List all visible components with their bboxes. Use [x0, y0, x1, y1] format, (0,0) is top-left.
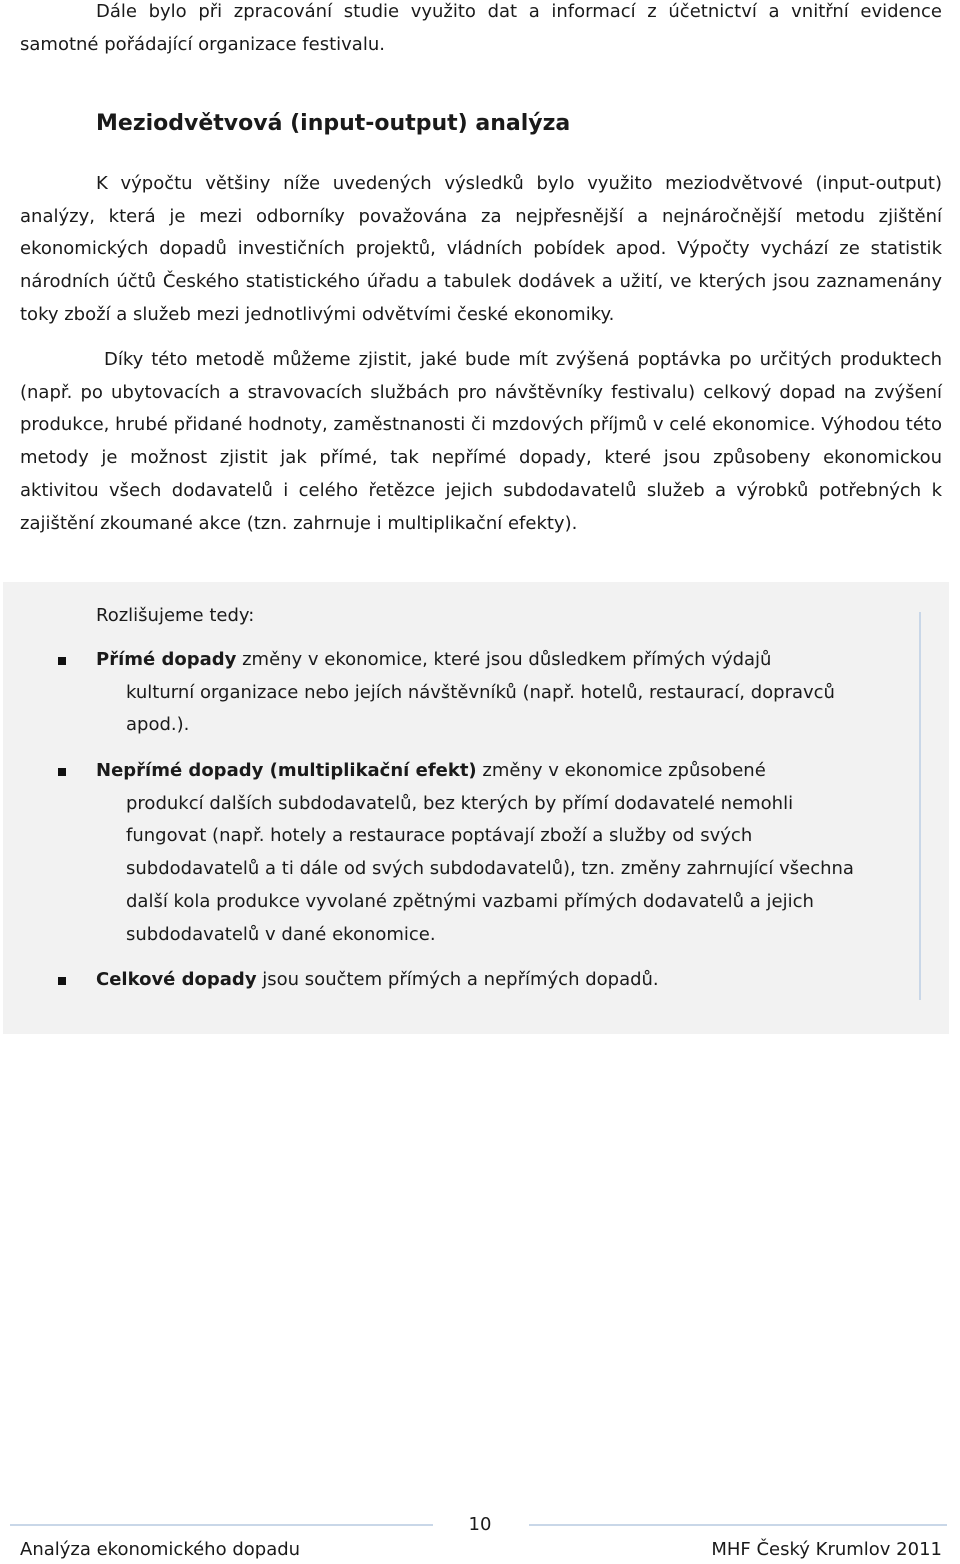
- footer-divider-left: [10, 1524, 433, 1526]
- item-first-line: jsou součtem přímých a nepřímých dopadů.: [256, 969, 659, 990]
- section-heading: Meziodvětvová (input-output) analýza: [96, 111, 571, 136]
- term-direct-impacts: Přímé dopady: [96, 649, 237, 670]
- footer-document-title: Analýza ekonomického dopadu: [20, 1539, 301, 1560]
- list-item-total-impacts: [96, 964, 856, 997]
- definitions-intro: Rozlišujeme tedy:: [96, 605, 255, 626]
- item-first-line: změny v ekonomice, které jsou důsledkem přímých výdajů: [236, 649, 772, 670]
- paragraph-method-benefits: Díky této metodě můžeme zjistit, jaké bude mít zvýšená poptávka po určitých produktech (např. po ubytovacích a stravovacích službách pro návštěvníky festivalu) celkový dopad na zvýšení produkce, hrubé přidané hodnoty, zaměstnanosti či mzdových příjmů v celé ekonomice. Výhodou této metody je možnost zjistit jak přímé, tak nepřímé dopady, které jsou způsobeny ekonomickou aktivitou všech dodavatelů i celého řetězce jejich subdodavatelů služeb a výrobků potřebných k zajištění zkoumané akce (tzn. zahrnuje i multiplikační efekty).: [20, 349, 942, 534]
- item-continuation: kulturní organizace nebo jejích návštěvníků (např. hotelů, restaurací, dopravců apod.).: [126, 681, 835, 736]
- intro-paragraph: Dále bylo při zpracování studie využito dat a informací z účetnictví a vnitřní evidence samotné pořádající organizace festivalu.: [20, 1, 942, 55]
- list-item-direct-impacts: [96, 644, 856, 742]
- box-side-rule: [919, 612, 921, 1000]
- page-number: 10: [468, 1514, 492, 1535]
- bullet-icon: [58, 768, 66, 776]
- term-indirect-impacts: Nepřímé dopady (multiplikační efekt): [96, 760, 477, 781]
- item-first-line: změny v ekonomice způsobené: [476, 760, 766, 781]
- bullet-icon: [58, 977, 66, 985]
- item-continuation: produkcí dalších subdodavatelů, bez kterých by přímí dodavatelé nemohli fungovat (např. hotely a restaurace poptávají zboží a služby od svých subdodavatelů a ti dále od svých subdodavatelů), tzn. změny zahrnující všechna další kola produkce vyvolané zpětnými vazbami přímých dodavatelů a jejich subdodavatelů v dané ekonomice.: [126, 792, 854, 945]
- bullet-icon: [58, 657, 66, 665]
- list-item-indirect-impacts: [96, 755, 856, 951]
- term-total-impacts: Celkové dopady: [96, 969, 257, 990]
- paragraph-io-analysis: K výpočtu většiny níže uvedených výsledků bylo využito meziodvětvové (input-output) analýzy, která je mezi odborníky považována za nejpřesnější a nejnáročnější metodu zjištění ekonomických dopadů investičních projektů, vládních pobídek apod. Výpočty vychází ze statistik národních účtů Českého statistického úřadu a tabulek dodávek a užití, ve kterých jsou zaznamenány toky zboží a služeb mezi jednotlivými odvětvími české ekonomiky.: [20, 173, 942, 325]
- footer-divider-right: [529, 1524, 947, 1526]
- footer-festival-name: MHF Český Krumlov 2011: [711, 1539, 942, 1560]
